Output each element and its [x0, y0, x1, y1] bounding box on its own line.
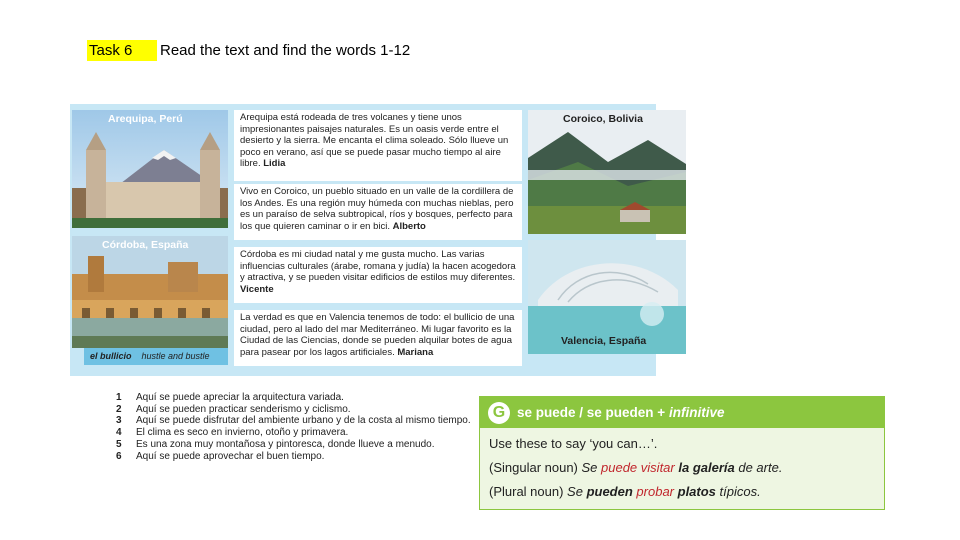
- cordoba-photo: [72, 236, 228, 348]
- cordoba-label: Córdoba, España: [102, 239, 189, 251]
- question-number: 6: [116, 450, 122, 462]
- coroico-label: Coroico, Bolivia: [563, 113, 643, 125]
- text-valencia: [234, 310, 522, 366]
- question-text: Aquí se puede apreciar la arquitectura variada.: [136, 392, 344, 403]
- grammar-heading: [480, 397, 884, 428]
- text-coroico: [234, 184, 522, 240]
- text-author: Mariana: [397, 346, 434, 358]
- task-title: Read the text and find the words 1-12: [160, 42, 411, 59]
- question-text: Aquí se puede disfrutar del ambiente urbano y de la costa al mismo tiempo.: [136, 415, 471, 427]
- list-item: [116, 392, 476, 404]
- arequipa-photo: [72, 110, 228, 228]
- question-text: Aquí se pueden practicar senderismo y ciclismo.: [136, 403, 351, 415]
- text-cordoba: [234, 247, 522, 303]
- question-text: Aquí se puede aprovechar el buen tiempo.: [136, 450, 325, 462]
- grammar-icon: G: [488, 402, 510, 424]
- list-item: [116, 404, 476, 416]
- list-item: [116, 439, 476, 451]
- task-label: Task 6: [87, 40, 157, 61]
- glossary-box: [84, 348, 228, 365]
- grammar-line: Use these to say ‘you can…’.: [489, 436, 658, 451]
- grammar-box: [479, 396, 885, 510]
- grammar-example-singular: (Singular noun) Se puede visitar la galería de arte.: [489, 460, 783, 475]
- text-author: Lidia: [263, 158, 286, 170]
- question-text: Es una zona muy montañosa y pintoresca, donde llueve a menudo.: [136, 438, 435, 450]
- gloss-term: el bullicio: [90, 351, 132, 361]
- valencia-label: Valencia, España: [561, 335, 647, 347]
- question-number: 2: [116, 403, 122, 415]
- text-author: Alberto: [392, 220, 426, 232]
- coroico-photo: [528, 110, 686, 234]
- text-author: Vicente: [240, 283, 274, 295]
- grammar-body: [480, 428, 884, 508]
- question-number: 4: [116, 427, 122, 439]
- gloss-definition: hustle and bustle: [141, 351, 210, 361]
- question-number: 1: [116, 392, 122, 403]
- text-arequipa: [234, 110, 522, 181]
- arequipa-label: Arequipa, Perú: [108, 113, 183, 125]
- text-body: Arequipa está rodeada de tres volcanes y tiene unos impresionantes paisajes naturales. Es un oasis verde entre el desierto y la sierra. Me encanta el clima soleado. Sólo llueve un poco en verano, así que se puede pasar mucho tiempo al aire libre.: [240, 112, 509, 170]
- text-body: La verdad es que en Valencia tenemos de todo: el bullicio de una ciudad, pero al lado del mar Mediterráneo. Mi lugar favorito es la Ciudad de las Ciencias, donde se pueden alquilar botes de agua para pasear por los lagos artificiales.: [240, 312, 515, 358]
- list-item: [116, 415, 476, 427]
- list-item: [116, 427, 476, 439]
- question-number: 3: [116, 415, 122, 427]
- grammar-title-em: infinitive: [668, 405, 725, 420]
- list-item: [116, 451, 476, 463]
- question-text: El clima es seco en invierno, otoño y primavera.: [136, 427, 349, 439]
- text-body: Vivo en Coroico, un pueblo situado en un valle de la cordillera de los Andes. Es una región muy húmeda con muchas nieblas, pero es un paraíso de selva subtropical, ríos y bosques, perfecto para los que quieren caminar o ir en bici.: [240, 186, 514, 232]
- question-list: [116, 392, 476, 462]
- grammar-title: se puede / se pueden +: [517, 405, 666, 420]
- text-body: Córdoba es mi ciudad natal y me gusta mucho. Las varias influencias culturales (árabe, romana y judía) la hacen acogedora y atractiva, y se pueden visitar edificios de estilos muy diferentes.: [240, 249, 516, 284]
- grammar-example-plural: (Plural noun) Se pueden probar platos típicos.: [489, 484, 761, 499]
- question-number: 5: [116, 438, 122, 450]
